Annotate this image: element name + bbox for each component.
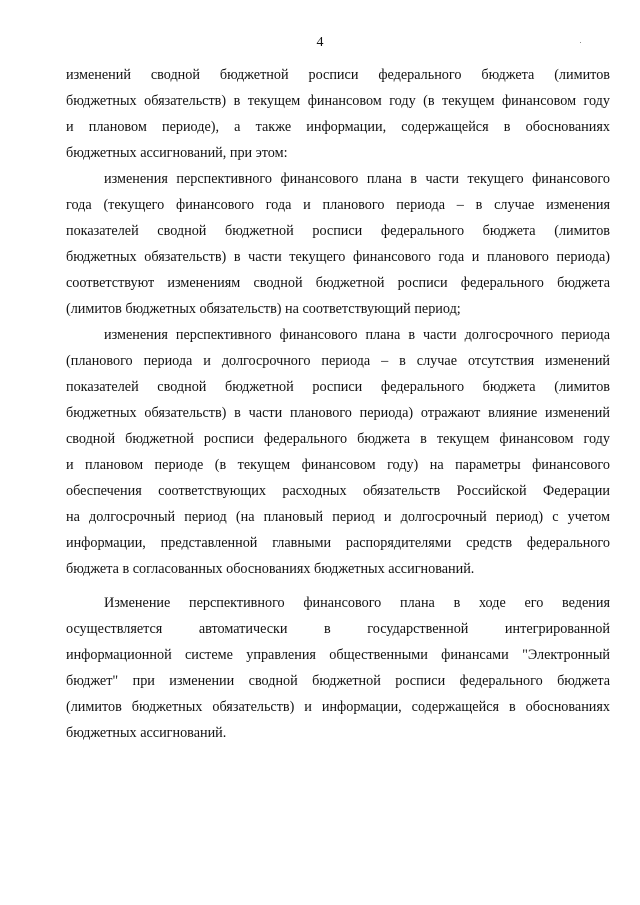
paragraph-long-term-changes [66,322,610,582]
paragraph-line: (лимитов бюджетных обязательств) и информации, содержащейся в обоснованиях [66,699,610,715]
paragraph-line: на долгосрочный период (на плановый период и долгосрочный период) с учетом [66,509,610,525]
paragraph-line: изменения перспективного финансового плана в части долгосрочного периода [104,327,610,343]
paragraph-line: бюджетных ассигнований, при этом: [66,145,288,161]
paragraph-line: информации, представленной главными распорядителями средств федерального [66,535,610,551]
paragraph-line: изменения перспективного финансового плана в части текущего финансового [104,171,610,187]
paragraph-line: бюджет" при изменении сводной бюджетной росписи федерального бюджета [66,673,610,689]
paragraph-line: бюджетных обязательств) в текущем финансовом году (в текущем финансовом году [66,93,610,109]
paragraph-spacer [66,582,610,590]
paragraph-line: и плановом периоде (в текущем финансовом году) на параметры финансового [66,457,610,473]
paragraph-line: обеспечения соответствующих расходных обязательств Российской Федерации [66,483,610,499]
paragraph-line: и плановом периоде), а также информации, содержащейся в обоснованиях [66,119,610,135]
paragraph-line: Изменение перспективного финансового плана в ходе его ведения [104,595,610,611]
paragraph-line: показателей сводной бюджетной росписи федерального бюджета (лимитов [66,379,610,395]
paragraph-line: бюджетных ассигнований. [66,725,227,741]
paragraph-line: показателей сводной бюджетной росписи федерального бюджета (лимитов [66,223,610,239]
paragraph-line: (лимитов бюджетных обязательств) на соответствующий период; [66,301,461,317]
paragraph-line: бюджетных обязательств) в части текущего финансового года и планового периода) [66,249,610,265]
paragraph-line: информационной системе управления общественными финансами "Электронный [66,647,610,663]
paragraph-line: года (текущего финансового года и планового периода – в случае изменения [66,197,610,213]
page-number: 4 [316,35,324,50]
paragraph-line: (планового периода и долгосрочного периода – в случае отсутствия изменений [66,353,610,369]
paragraph-line: бюджета в согласованных обоснованиях бюджетных ассигнований. [66,561,475,577]
paragraph-line: изменений сводной бюджетной росписи федерального бюджета (лимитов [66,67,610,83]
paragraph-automatic-update [66,590,610,746]
paragraph-line: соответствуют изменениям сводной бюджетной росписи федерального бюджета [66,275,610,291]
document-body [66,62,610,746]
paragraph-line: сводной бюджетной росписи федерального бюджета в текущем финансовом году [66,431,610,447]
paragraph-intro-continuation [66,62,610,166]
paragraph-line: бюджетных обязательств) в части планового периода) отражают влияние изменений [66,405,610,421]
paragraph-line: осуществляется автоматически в государственной интегрированной [66,621,610,637]
paragraph-current-year-changes [66,166,610,322]
scan-speck [580,42,581,43]
